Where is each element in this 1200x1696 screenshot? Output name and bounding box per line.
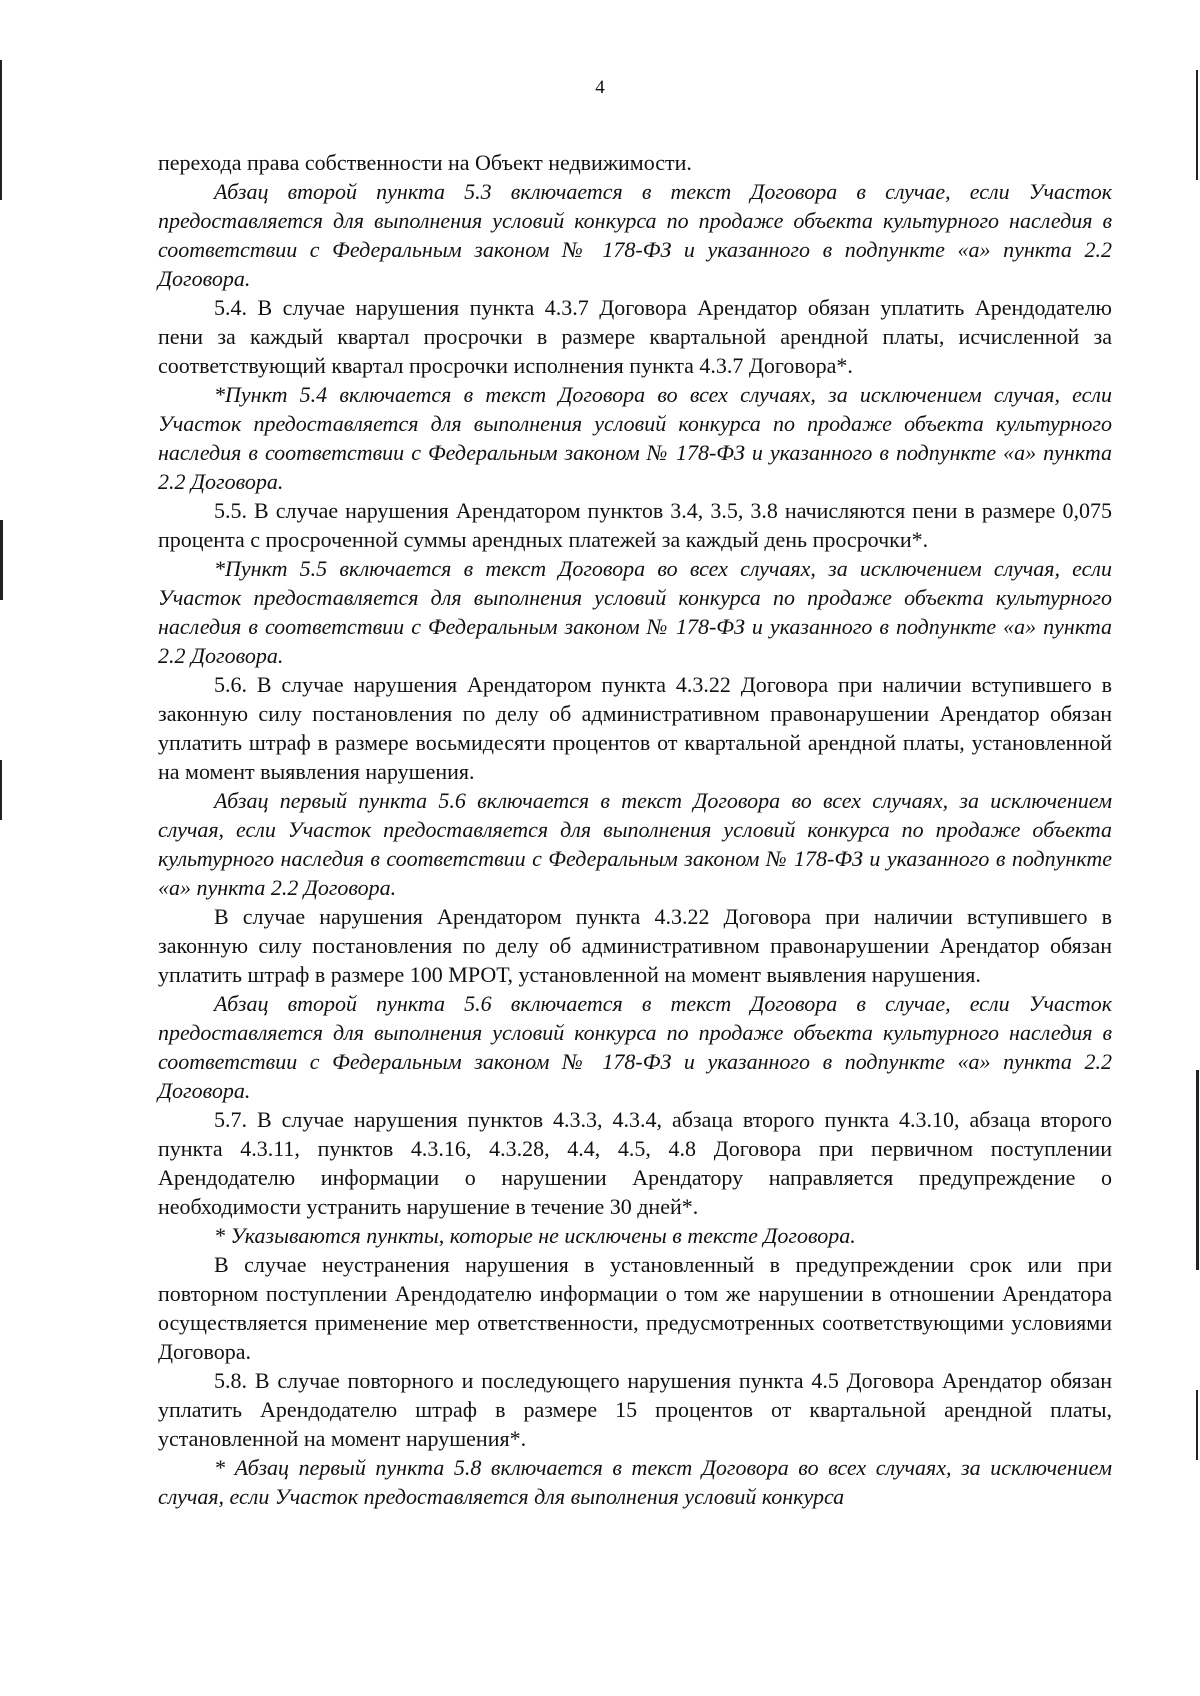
note-clause-5-6-second: Абзац второй пункта 5.6 включается в текст Договора в случае, если Участок предоставляется для выполнения условий конкурса по продаже объекта культурного наследия в соответствии с Федеральным законом № 178-ФЗ и указанного в подпункте «а» пункта 2.2 Договора. [158,991,1112,1103]
note-clause-5-7: * Указываются пункты, которые не исключены в тексте Договора. [214,1223,856,1248]
clause-5-8: 5.8. В случае повторного и последующего нарушения пункта 4.5 Договора Арендатор обязан уплатить Арендодателю штраф в размере 15 процентов от квартальной арендной платы, установленной на момент нарушения*. [158,1368,1112,1451]
note-clause-5-6-first: Абзац первый пункта 5.6 включается в текст Договора во всех случаях, за исключением случая, если Участок предоставляется для выполнения условий конкурса по продаже объекта культурного наследия в соответствии с Федеральным законом № 178-ФЗ и указанного в подпункте «а» пункта 2.2 Договора. [158,788,1112,900]
document-body [158,148,1112,1511]
scan-edge-mark-left-mid [0,520,3,600]
paragraph-transfer-of-ownership: перехода права собственности на Объект недвижимости. [158,150,692,175]
page-number: 4 [595,77,605,98]
clause-5-5: 5.5. В случае нарушения Арендатором пунктов 3.4, 3.5, 3.8 начисляются пени в размере 0,075 процента с просроченной суммы арендных платежей за каждый день просрочки*. [158,498,1112,552]
scan-edge-mark-right-low [1196,1390,1198,1460]
note-clause-5-4: *Пункт 5.4 включается в текст Договора во всех случаях, за исключением случая, если Участок предоставляется для выполнения условий конкурса по продаже объекта культурного наследия в соответствии с Федеральным законом № 178-ФЗ и указанного в подпункте «а» пункта 2.2 Договора. [158,382,1112,494]
scan-edge-mark-right-mid [1196,1070,1199,1270]
clause-5-7-continuation: В случае неустранения нарушения в установленный в предупреждении срок или при повторном поступлении Арендодателю информации о том же нарушении в отношении Арендатора осуществляется применение мер ответственности, предусмотренных соответствующими условиями Договора. [158,1252,1112,1364]
clause-5-6-first: 5.6. В случае нарушения Арендатором пункта 4.3.22 Договора при наличии вступившего в законную силу постановления по делу об административном правонарушении Арендатор обязан уплатить штраф в размере восьмидесяти процентов от квартальной арендной платы, установленной на момент выявления нарушения. [158,672,1112,784]
note-paragraph-5-3: Абзац второй пункта 5.3 включается в текст Договора в случае, если Участок предоставляется для выполнения условий конкурса по продаже объекта культурного наследия в соответствии с Федеральным законом № 178-ФЗ и указанного в подпункте «а» пункта 2.2 Договора. [158,179,1112,291]
clause-5-6-second: В случае нарушения Арендатором пункта 4.3.22 Договора при наличии вступившего в законную силу постановления по делу об административном правонарушении Арендатор обязан уплатить штраф в размере 100 МРОТ, установленной на момент выявления нарушения. [158,904,1112,987]
clause-5-7: 5.7. В случае нарушения пунктов 4.3.3, 4.3.4, абзаца второго пункта 4.3.10, абзаца второго пункта 4.3.11, пунктов 4.3.16, 4.3.28, 4.4, 4.5, 4.8 Договора при первичном поступлении Арендодателю информации о нарушении Арендатору направляется предупреждение о необходимости устранить нарушение в течение 30 дней*. [158,1107,1112,1219]
scan-edge-mark-left-low [0,760,2,820]
clause-5-4: 5.4. В случае нарушения пункта 4.3.7 Договора Арендатор обязан уплатить Арендодателю пени за каждый квартал просрочки в размере квартальной арендной платы, исчисленной за соответствующий квартал просрочки исполнения пункта 4.3.7 Договора*. [158,295,1112,378]
note-clause-5-5: *Пункт 5.5 включается в текст Договора во всех случаях, за исключением случая, если Участок предоставляется для выполнения условий конкурса по продаже объекта культурного наследия в соответствии с Федеральным законом № 178-ФЗ и указанного в подпункте «а» пункта 2.2 Договора. [158,556,1112,668]
note-clause-5-8: * Абзац первый пункта 5.8 включается в текст Договора во всех случаях, за исключением случая, если Участок предоставляется для выполнения условий конкурса [158,1455,1112,1509]
